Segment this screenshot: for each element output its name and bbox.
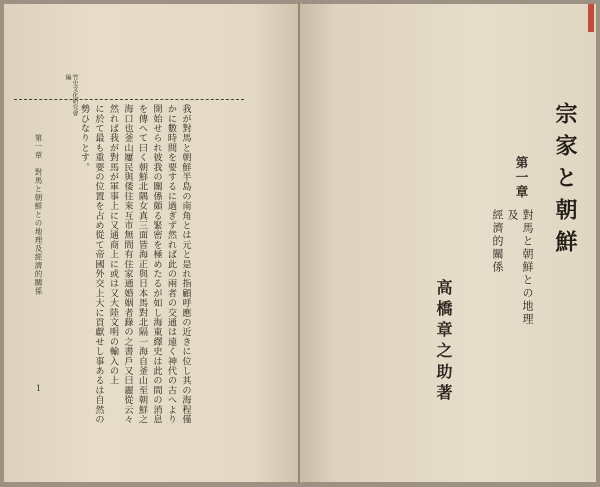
body-line: 然れば我が對馬が軍事上に又通商上に或は又大陸文明の輸入の上 (107, 104, 119, 386)
left-page (4, 4, 298, 482)
body-line: に於て最も重要の位置を占め從て帝國外交上大に貢獻せし事あるは自然の (93, 104, 104, 425)
body-line: 勢ひなりとす。 (78, 104, 90, 172)
book-title: 宗家と朝鮮 (552, 102, 578, 262)
page-number: 1 (36, 384, 42, 393)
chapter-subtitle: 對馬と朝鮮との地理及 經濟的關係 (491, 209, 534, 326)
body-line: 開始せられ彼我の關係頗る緊密を極めたるが如し海東繹史は此の間の消息 (151, 104, 162, 425)
body-line: 海口也釜山屢民與倭往來互市無間有住家通婚姻者錄の之書戶又曰麗從云々 (122, 104, 133, 425)
chapter-heading: 第一章 (514, 156, 529, 200)
body-line: 我が對馬と朝鮮半島の南角とは元と是れ指顧呼應の近きに位し其の海程僅 (180, 104, 191, 425)
header-note: 竹史文化研究會編 (64, 74, 78, 116)
right-page (300, 4, 596, 482)
body-text (74, 104, 192, 474)
body-line: かに數時間を要するに過ぎず然れば此の兩者の交通は遠く神代の古へより (165, 104, 177, 425)
body-line: を傳へて曰く朝鮮北隅女真三面皆海正與日本馬對北隔一海自釜山至朝鮮之 (136, 104, 148, 425)
author-line: 高橋章之助著 (434, 279, 453, 405)
running-head: 第一章 對馬と朝鮮との地理及經濟的關係 (34, 134, 43, 296)
corner-tab (588, 4, 594, 32)
header-rule (14, 99, 244, 100)
